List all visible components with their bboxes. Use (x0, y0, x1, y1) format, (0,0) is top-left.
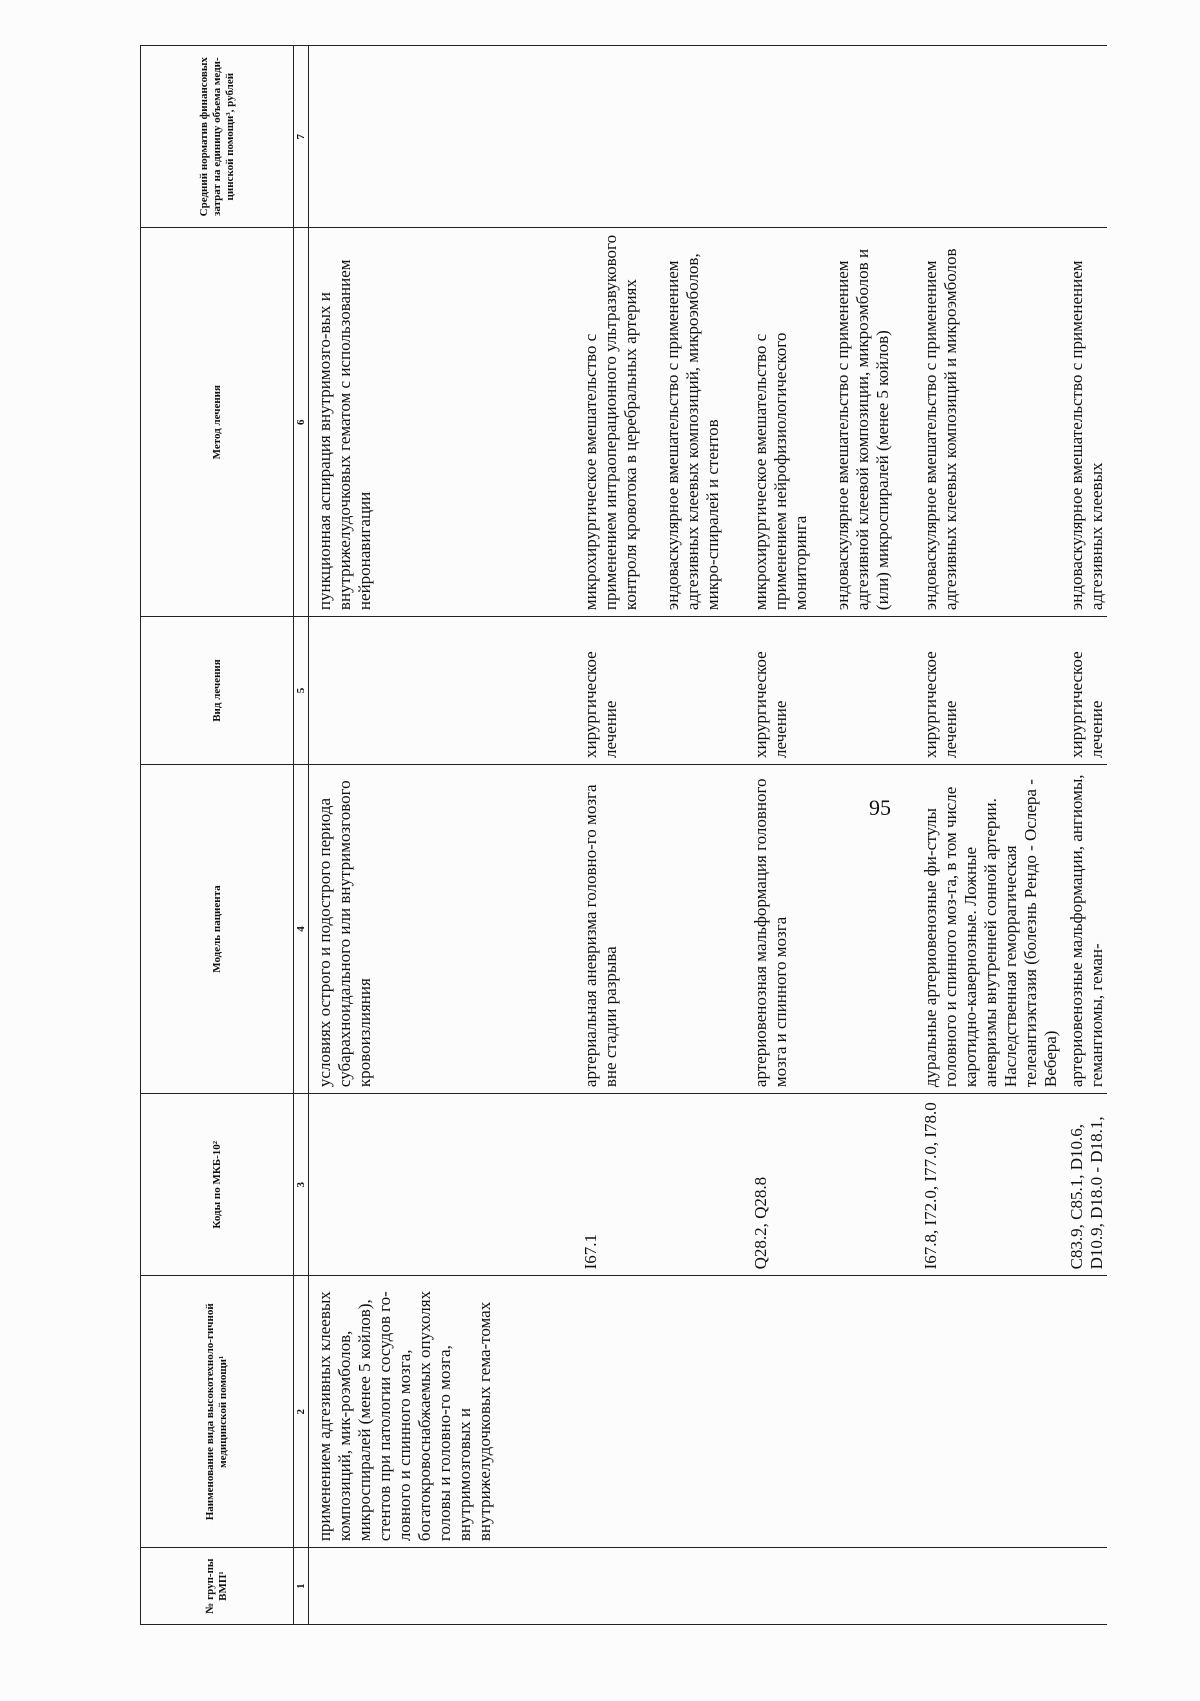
colnum-2: 2 (294, 1276, 309, 1548)
row5-col2 (1061, 1276, 1107, 1548)
header-col3: Коды по МКБ-10² (141, 1094, 294, 1276)
rotated-table-sheet (140, 45, 1106, 1625)
row2-col3: I67.1 (575, 1094, 745, 1276)
colnum-1: 1 (294, 1548, 309, 1625)
colnum-7: 7 (294, 46, 309, 228)
row2-col5: хирургическое лечение (575, 617, 745, 765)
colnum-4: 4 (294, 765, 309, 1094)
row5-col3: C83.9, C85.1, D10.6, D10.9, D18.0 - D18.1, (1061, 1094, 1107, 1276)
row3-col1 (745, 1548, 915, 1625)
row3-col3: Q28.2, Q28.8 (745, 1094, 915, 1276)
row3-col4: артериовенозная мальформация головного мозга и спинного мозга (745, 765, 915, 1094)
table-row (1061, 46, 1107, 1625)
method-text: эндоваскулярное вмешательство с применением адгезивной клеевой композиции, микроэмболов и (или) микроспиралей (менее 5 койлов) (833, 248, 892, 611)
row1-col1 (309, 1548, 576, 1625)
row4-col7 (915, 46, 1061, 228)
method-text: микрохирургическое вмешательство с применением нейрофизиологического мониторинга (751, 332, 810, 611)
row2-col1 (575, 1548, 745, 1625)
row1-col6: пункционная аспирация внутримозго-вых и внутрижелудочковых гематом с использованием нейронавигации (309, 228, 576, 617)
table-row (915, 46, 1061, 1625)
row2-col6 (575, 228, 745, 617)
row2-col4: артериальная аневризма головно-го мозга вне стадии разрыва (575, 765, 745, 1094)
row2-col7 (575, 46, 745, 228)
row3-col5: хирургическое лечение (745, 617, 915, 765)
header-col5: Вид лечения (141, 617, 294, 765)
method-text: эндоваскулярное вмешательство с применением адгезивных клеевых композиций, микроэмболов, микро-спиралей и стентов (663, 253, 722, 611)
page-number: 95 (869, 795, 891, 820)
header-col2: Наименование вида высокотехноло-гичной медицинской помощи¹ (141, 1276, 294, 1548)
row5-col1 (1061, 1548, 1107, 1625)
table-row (745, 46, 915, 1625)
header-row (141, 46, 294, 1625)
vmp-table (140, 45, 1107, 1625)
row4-col6: эндоваскулярное вмешательство с применением адгезивных клеевых композиций и микроэмболов (915, 228, 1061, 617)
row4-col3: I67.8, I72.0, I77.0, I78.0 (915, 1094, 1061, 1276)
row1-col2: применением адгезивных клеевых композиций, мик-роэмболов, микроспиралей (менее 5 койлов), стентов при патологии сосудов го-ловного и спинного мозга, богатокровоснабжаемых опухолях головы и головно-го мозга, внутримозговых и внутрижелудочковых гема-томах (309, 1276, 576, 1548)
row1-col7 (309, 46, 576, 228)
colnum-3: 3 (294, 1094, 309, 1276)
row4-col5: хирургическое лечение (915, 617, 1061, 765)
row3-col6 (745, 228, 915, 617)
row3-col2 (745, 1276, 915, 1548)
colnum-5: 5 (294, 617, 309, 765)
header-col7: Средний норматив финансовых затрат на единицу объема меди-цинской помощи³, рублей (141, 46, 294, 228)
table-row (309, 46, 576, 1625)
row2-col2 (575, 1276, 745, 1548)
row1-col5 (309, 617, 576, 765)
row4-col1 (915, 1548, 1061, 1625)
colnum-6: 6 (294, 228, 309, 617)
header-col1: № груп-пы ВМП¹ (141, 1548, 294, 1625)
row1-col3 (309, 1094, 576, 1276)
header-col6: Метод лечения (141, 228, 294, 617)
row5-col6: эндоваскулярное вмешательство с применением адгезивных клеевых (1061, 228, 1107, 617)
header-col4: Модель пациента (141, 765, 294, 1094)
row3-col7 (745, 46, 915, 228)
method-text: микрохирургическое вмешательство с применением интраоперационного ультразвукового контроля кровотока в церебральных артериях (581, 234, 640, 611)
row4-col2 (915, 1276, 1061, 1548)
row1-col4: условиях острого и подострого периода субарахноидального или внутримозгового кровоизлияния (309, 765, 576, 1094)
row4-col4: дуральные артериовенозные фи-стулы головного и спинного моз-га, в том числе каротидно-кавернозные. Ложные аневризмы внутренней сонной артерии. Наследственная геморрагическая телеангиэктазия (болезнь Рендо - Ослера - Вебера) (915, 765, 1061, 1094)
row5-col5: хирургическое лечение (1061, 617, 1107, 765)
table-row (575, 46, 745, 1625)
column-number-row (294, 46, 309, 1625)
row5-col4: артериовенозные мальформации, ангиомы, гемангиомы, геман- (1061, 765, 1107, 1094)
row5-col7 (1061, 46, 1107, 228)
